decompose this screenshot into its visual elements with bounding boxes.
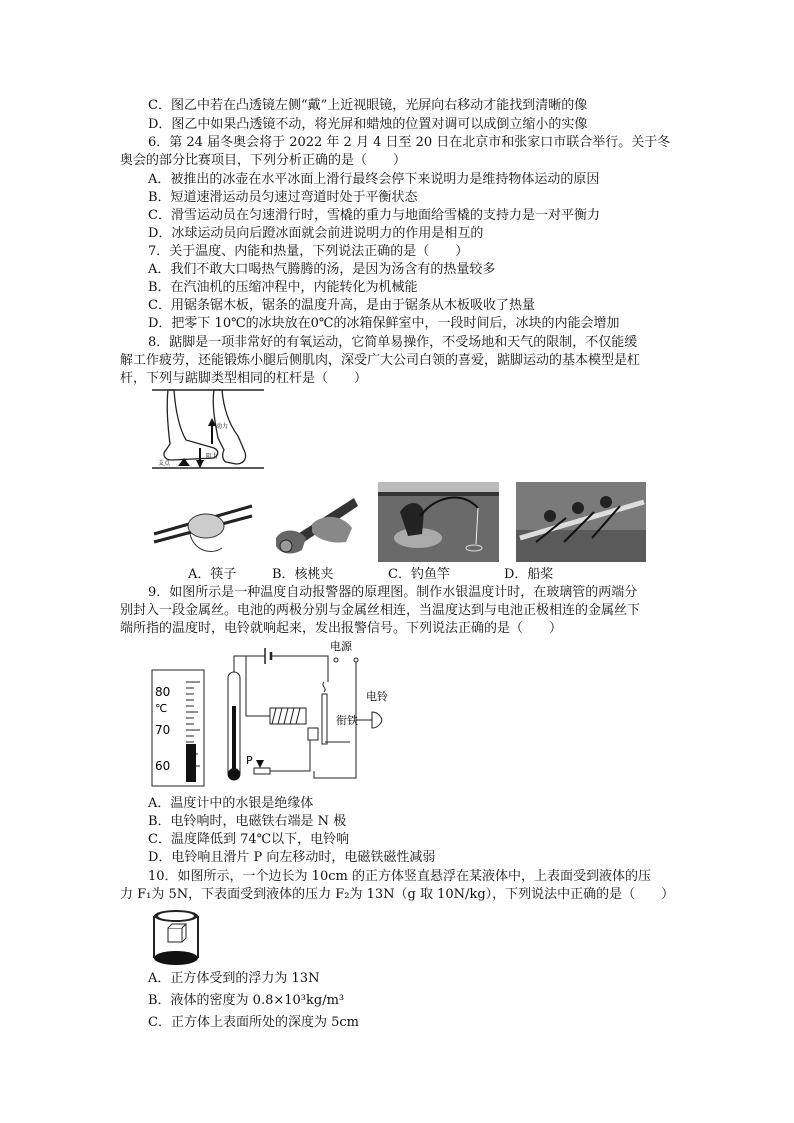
tick-60: 60 — [155, 759, 171, 773]
q6-option-a: A．被推出的冰壶在水平冰面上滑行最终会停下来说明力是维持物体运动的原因 — [148, 172, 600, 187]
q8-stem-2: 解工作疲劳，还能锻炼小腿后侧肌肉，深受广大公司白领的喜爱，踮脚运动的基本模型是杠 — [120, 353, 641, 368]
q5-option-d: D．图乙中如果凸透镜不动，将光屏和蜡烛的位置对调可以成倒立缩小的实像 — [148, 117, 588, 132]
chopsticks-image — [150, 484, 255, 562]
q7-option-d: D．把零下 10℃的冰块放在0℃的冰箱保鲜室中，一段时间后，冰块的内能会增加 — [148, 316, 620, 331]
q9-option-c: C．温度降低到 74℃以下，电铃响 — [148, 832, 350, 847]
q7-option-c: C．用锯条锯木板，锯条的温度升高，是由于锯条从木板吸收了热量 — [148, 298, 535, 313]
q9-option-a: A．温度计中的水银是绝缘体 — [148, 796, 314, 811]
q7-stem: 7．关于温度、内能和热量，下列说法正确的是（ ） — [148, 244, 469, 259]
tick-70: 70 — [155, 723, 171, 737]
load-label: 阻力 — [206, 453, 219, 460]
tick-80: 80 — [155, 685, 171, 699]
q10-option-c: C．正方体上表面所处的深度为 5cm — [148, 1015, 359, 1030]
effort-label: 动力 — [216, 423, 229, 430]
q8-option-b: B．核桃夹 — [272, 567, 334, 582]
q8-option-a: A．筷子 — [188, 567, 237, 582]
tiptoe-lever-figure — [152, 388, 264, 474]
cube-in-liquid-figure — [148, 906, 204, 968]
q6-option-c: C．滑雪运动员在匀速滑行时，雪橇的重力与地面给雪橇的支持力是一对平衡力 — [148, 208, 600, 223]
unit-label: ℃ — [155, 702, 168, 715]
q8-stem-3: 杆，下列与踮脚类型相同的杠杆是（ ） — [120, 371, 368, 386]
q8-option-c: C．钓鱼竿 — [388, 567, 450, 582]
q9-option-d: D．电铃响且滑片 P 向左移动时，电磁铁磁性减弱 — [148, 850, 436, 865]
q6-option-d: D．冰球运动员向后蹬冰面就会前进说明力的作用是相互的 — [148, 226, 484, 241]
slider-label: P — [246, 754, 253, 767]
q6-option-b: B．短道速滑运动员匀速过弯道时处于平衡状态 — [148, 190, 418, 205]
fishing-rod-image — [378, 482, 499, 562]
q7-option-b: B．在汽油机的压缩冲程中，内能转化为机械能 — [148, 280, 418, 295]
q8-option-d: D．船桨 — [504, 567, 554, 582]
q10-stem-2: 力 F₁为 5N，下表面受到液体的压力 F₂为 13N（g 取 10N/kg），下列说法中正确的是（ ） — [120, 887, 675, 902]
q6-stem-2: 奥会的部分比赛项目，下列分析正确的是（ ） — [120, 153, 407, 168]
bell-label: 电铃 — [366, 690, 388, 703]
q10-option-b: B．液体的密度为 0.8×10³kg/m³ — [148, 993, 345, 1008]
q9-stem-3: 端所指的温度时，电铃就响起来，发出报警信号。下列说法正确的是（ ） — [120, 621, 563, 636]
oar-image — [516, 482, 646, 562]
nutcracker-image — [262, 484, 362, 562]
q10-option-a: A．正方体受到的浮力为 13N — [148, 971, 320, 986]
armature-label: 衔铁 — [336, 714, 358, 727]
q8-stem-1: 8．踮脚是一项非常好的有氧运动，它简单易操作，不受场地和天气的限制，不仅能缓 — [148, 335, 638, 350]
q9-stem-2: 别封入一段金属丝。电池的两极分别与金属丝相连，当温度达到与电池正极相连的金属丝下 — [120, 603, 641, 618]
fulcrum-label: 支点 — [158, 460, 171, 467]
q9-stem-1: 9．如图所示是一种温度自动报警器的原理图。制作水银温度计时，在玻璃管的两端分 — [148, 585, 638, 600]
q10-stem-1: 10．如图所示，一个边长为 10cm 的正方体竖直悬浮在某液体中，上表面受到液体的压 — [148, 869, 651, 884]
q7-option-a: A．我们不敢大口喝热气腾腾的汤，是因为汤含有的热量较多 — [148, 262, 496, 277]
power-label: 电源 — [330, 640, 352, 653]
q5-option-c: C．图乙中若在凸透镜左侧“戴”上近视眼镜，光屏向右移动才能找到清晰的像 — [148, 98, 588, 113]
q9-option-b: B．电铃响时，电磁铁右端是 N 极 — [148, 814, 347, 829]
q6-stem-1: 6．第 24 届冬奥会将于 2022 年 2 月 4 日至 20 日在北京市和张家口市联合举行。关于冬 — [148, 135, 671, 150]
temperature-alarm-circuit — [150, 638, 400, 790]
